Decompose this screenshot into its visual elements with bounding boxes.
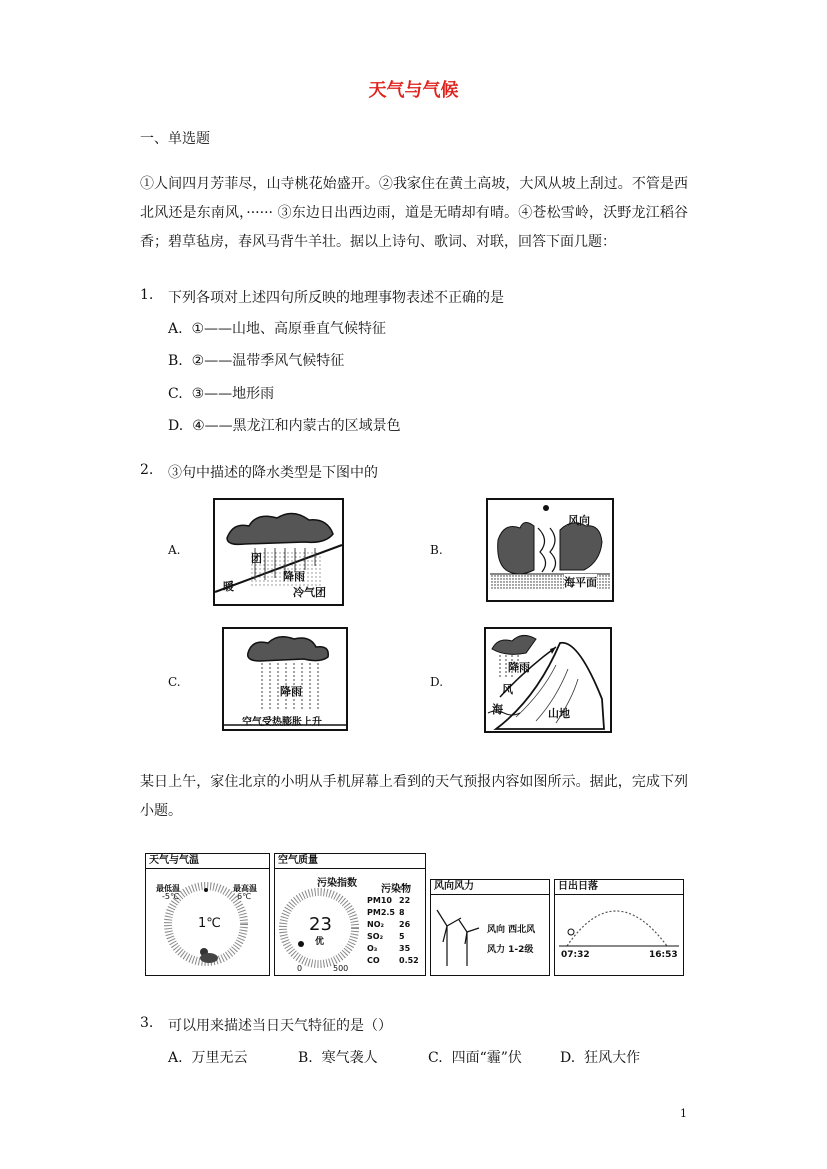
option-letter: C. [428,1050,443,1066]
fig-d-label-sea: 海 [492,703,503,716]
q1-option-a[interactable] [168,318,386,338]
q2-stem: ③句中描述的降水类型是下图中的 [168,465,378,481]
max-temp-value: 6℃ [237,892,252,901]
option-text: ②——温带季风气候特征 [191,353,345,369]
wind-turbine-icon [433,902,483,972]
figure-d-orographic-rain [484,627,612,733]
intro-paragraph: ①人间四月芳菲尽，山寺桃花始盛开。②我家住在黄土高坡，大风从坡上刮过。不管是西北风还是东南风，······ ③东边日出西边雨，道是无晴却有晴。④苍松雪岭，沃野龙江稻谷香；碧草毡房，春风马背牛羊壮。据以上诗句、歌词、对联，回答下面几题： [140,176,688,250]
option-text: 四面“霾”伏 [451,1050,522,1066]
option-text: ③——地形雨 [191,386,275,402]
q3-stem: 可以用来描述当日天气特征的是（） [168,1018,392,1034]
panel-title: 日出日落 [555,880,683,895]
option-letter: C. [168,386,183,402]
sun-arc-chart [555,896,683,956]
q1-option-b[interactable] [168,350,344,370]
aqi-grade: 优 [315,937,325,947]
fig-b-label-sea-level: 海平面 [564,576,597,589]
fig-c-label-rain: 降雨 [280,685,302,698]
option-letter: D. [168,418,184,434]
panel-title: 空气质量 [275,854,425,869]
min-temp-value: -5℃ [162,892,179,901]
option-letter: D. [560,1050,576,1066]
sunrise-sunset-panel [554,879,684,976]
q1-option-d[interactable] [168,415,401,435]
max-temp-label: 最高温 [233,884,257,893]
current-temp: 1℃ [198,916,221,931]
aqi-value: 23 [309,914,332,935]
scale-min: 0 [297,964,303,973]
sunrise-time: 07:32 [561,950,590,960]
q3-option-d[interactable] [560,1047,640,1067]
option-text: 万里无云 [191,1050,248,1066]
sunset-time: 16:53 [649,950,678,960]
fig-c-label-air-rises: 空气受热膨胀上升 [242,717,322,728]
fig-a-label-cold-mass: 冷气团 [293,586,326,599]
figure-c-convective-rain [222,627,348,731]
scale-max: 500 [333,964,349,973]
option-text: ①——山地、高原垂直气候特征 [191,321,387,337]
aqi-index-label: 污染指数 [317,878,357,889]
fig-a-label-rain: 降雨 [283,570,305,583]
panel-title: 天气与气温 [146,854,269,869]
option-letter: B. [168,353,183,369]
fig-a-label-tuan: 团 [251,552,262,565]
pollutant-row: NO₂ 26 [367,920,411,929]
pollutant-row: SO₂ 5 [367,932,405,941]
q2-label-c[interactable]: C. [168,675,181,689]
pollutant-row: PM10 22 [367,896,411,905]
q3-number: 3. [140,1015,154,1031]
q2-label-b[interactable]: B. [430,543,443,557]
pollutant-row: O₃ 35 [367,944,411,953]
wind-panel [430,879,550,976]
min-temp-label: 最低温 [156,884,180,893]
section-heading: 一、单选题 [140,131,210,147]
fig-d-label-rain: 降雨 [508,661,530,674]
fig-d-label-mountain: 山地 [548,707,570,720]
figure-b-typhoon-rain [486,498,614,602]
q2-label-a[interactable]: A. [168,543,181,557]
q2-number: 2. [140,462,154,478]
pollutant-list [367,895,419,967]
option-letter: B. [298,1050,313,1066]
partly-cloudy-icon [196,946,220,968]
wind-force: 风力 1-2级 [487,945,534,955]
option-text: 寒气袭人 [321,1050,378,1066]
figure-a-frontal-rain [213,498,344,606]
q2-label-d[interactable]: D. [430,675,444,689]
pollutant-row: CO 0.52 [367,956,419,965]
q1-option-c[interactable] [168,383,274,403]
air-quality-panel [274,853,426,976]
q1-number: 1. [140,287,154,303]
panel-title: 风向风力 [431,880,549,895]
option-text: ④——黑龙江和内蒙古的区域景色 [192,418,401,434]
intro2-paragraph: 某日上午，家住北京的小明从手机屏幕上看到的天气预报内容如图所示。据此，完成下列小题。 [140,774,688,819]
q1-stem: 下列各项对上述四句所反映的地理事物表述不正确的是 [168,290,504,306]
option-text: 狂风大作 [584,1050,641,1066]
wind-direction: 风向 西北风 [487,925,536,935]
fig-b-label-wind-dir: 风向 [568,514,590,527]
fig-d-label-wind: 风 [502,683,513,696]
page-number: 1 [680,1107,687,1120]
option-letter: A. [168,321,183,337]
pollutant-label: 污染物 [381,884,411,895]
q3-option-c[interactable] [428,1047,522,1067]
fig-a-label-warm: 暖 [223,580,234,593]
pollutant-row: PM2.5 8 [367,908,405,917]
q3-option-a[interactable] [168,1047,247,1067]
page-title: 天气与气候 [368,80,459,101]
q3-option-b[interactable] [298,1047,378,1067]
option-letter: A. [168,1050,183,1066]
weather-temperature-panel [145,853,270,976]
